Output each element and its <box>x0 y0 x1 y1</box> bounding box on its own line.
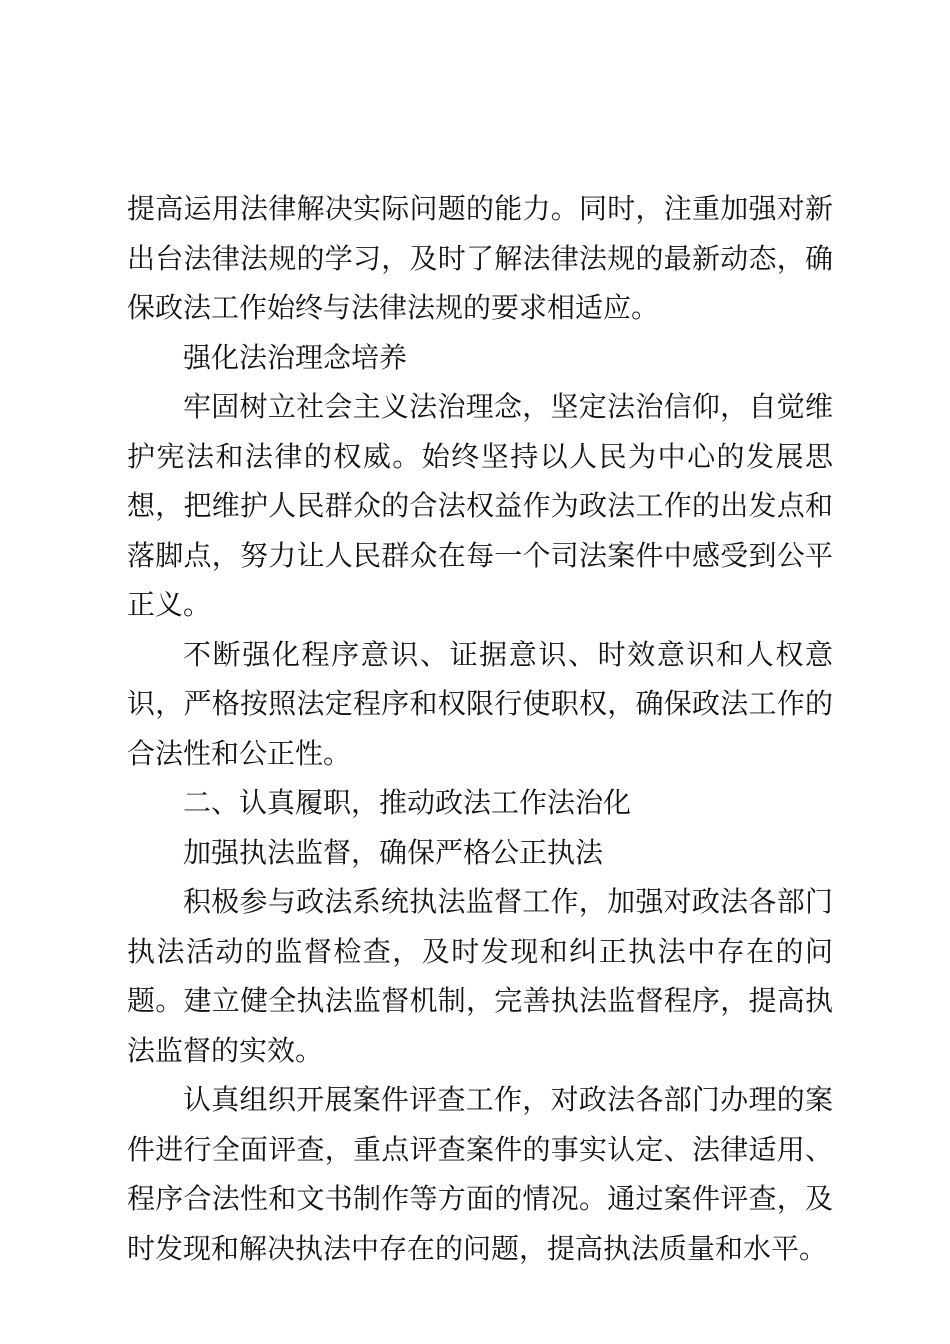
section-heading-enforcement-supervision: 加强执法监督，确保严格公正执法 <box>183 835 604 869</box>
chapter-heading-two: 二、认真履职，推动政法工作法治化 <box>183 786 632 819</box>
section-heading-rule-of-law-concept: 强化法治理念培养 <box>183 340 408 374</box>
paragraph-rule-of-law-belief: 牢固树立社会主义法治理念，坚定法治信仰，自觉维护宪法和法律的权威。始终坚持以人民为中心的发展思想，把维护人民群众的合法权益作为政法工作的出发点和落脚点，努力让人民群众在每一个司法案件中感受到公平正义。 <box>127 390 833 621</box>
paragraph-procedure-awareness: 不断强化程序意识、证据意识、时效意识和人权意识，严格按照法定程序和权限行使职权，确保政法工作的合法性和公正性。 <box>127 637 833 770</box>
paragraph-supervision-work: 积极参与政法系统执法监督工作，加强对政法各部门执法活动的监督检查，及时发现和纠正执法中存在的问题。建立健全执法监督机制，完善执法监督程序，提高执法监督的实效。 <box>127 885 833 1067</box>
paragraph-case-review: 认真组织开展案件评查工作，对政法各部门办理的案件进行全面评查，重点评查案件的事实认定、法律适用、程序合法性和文书制作等方面的情况。通过案件评查，及时发现和解决执法中存在的问题，提高执法质量和水平。 <box>127 1083 833 1265</box>
paragraph-continuation: 提高运用法律解决实际问题的能力。同时，注重加强对新出台法律法规的学习，及时了解法律法规的最新动态，确保政法工作始终与法律法规的要求相适应。 <box>127 192 833 324</box>
document-body <box>127 184 833 1273</box>
